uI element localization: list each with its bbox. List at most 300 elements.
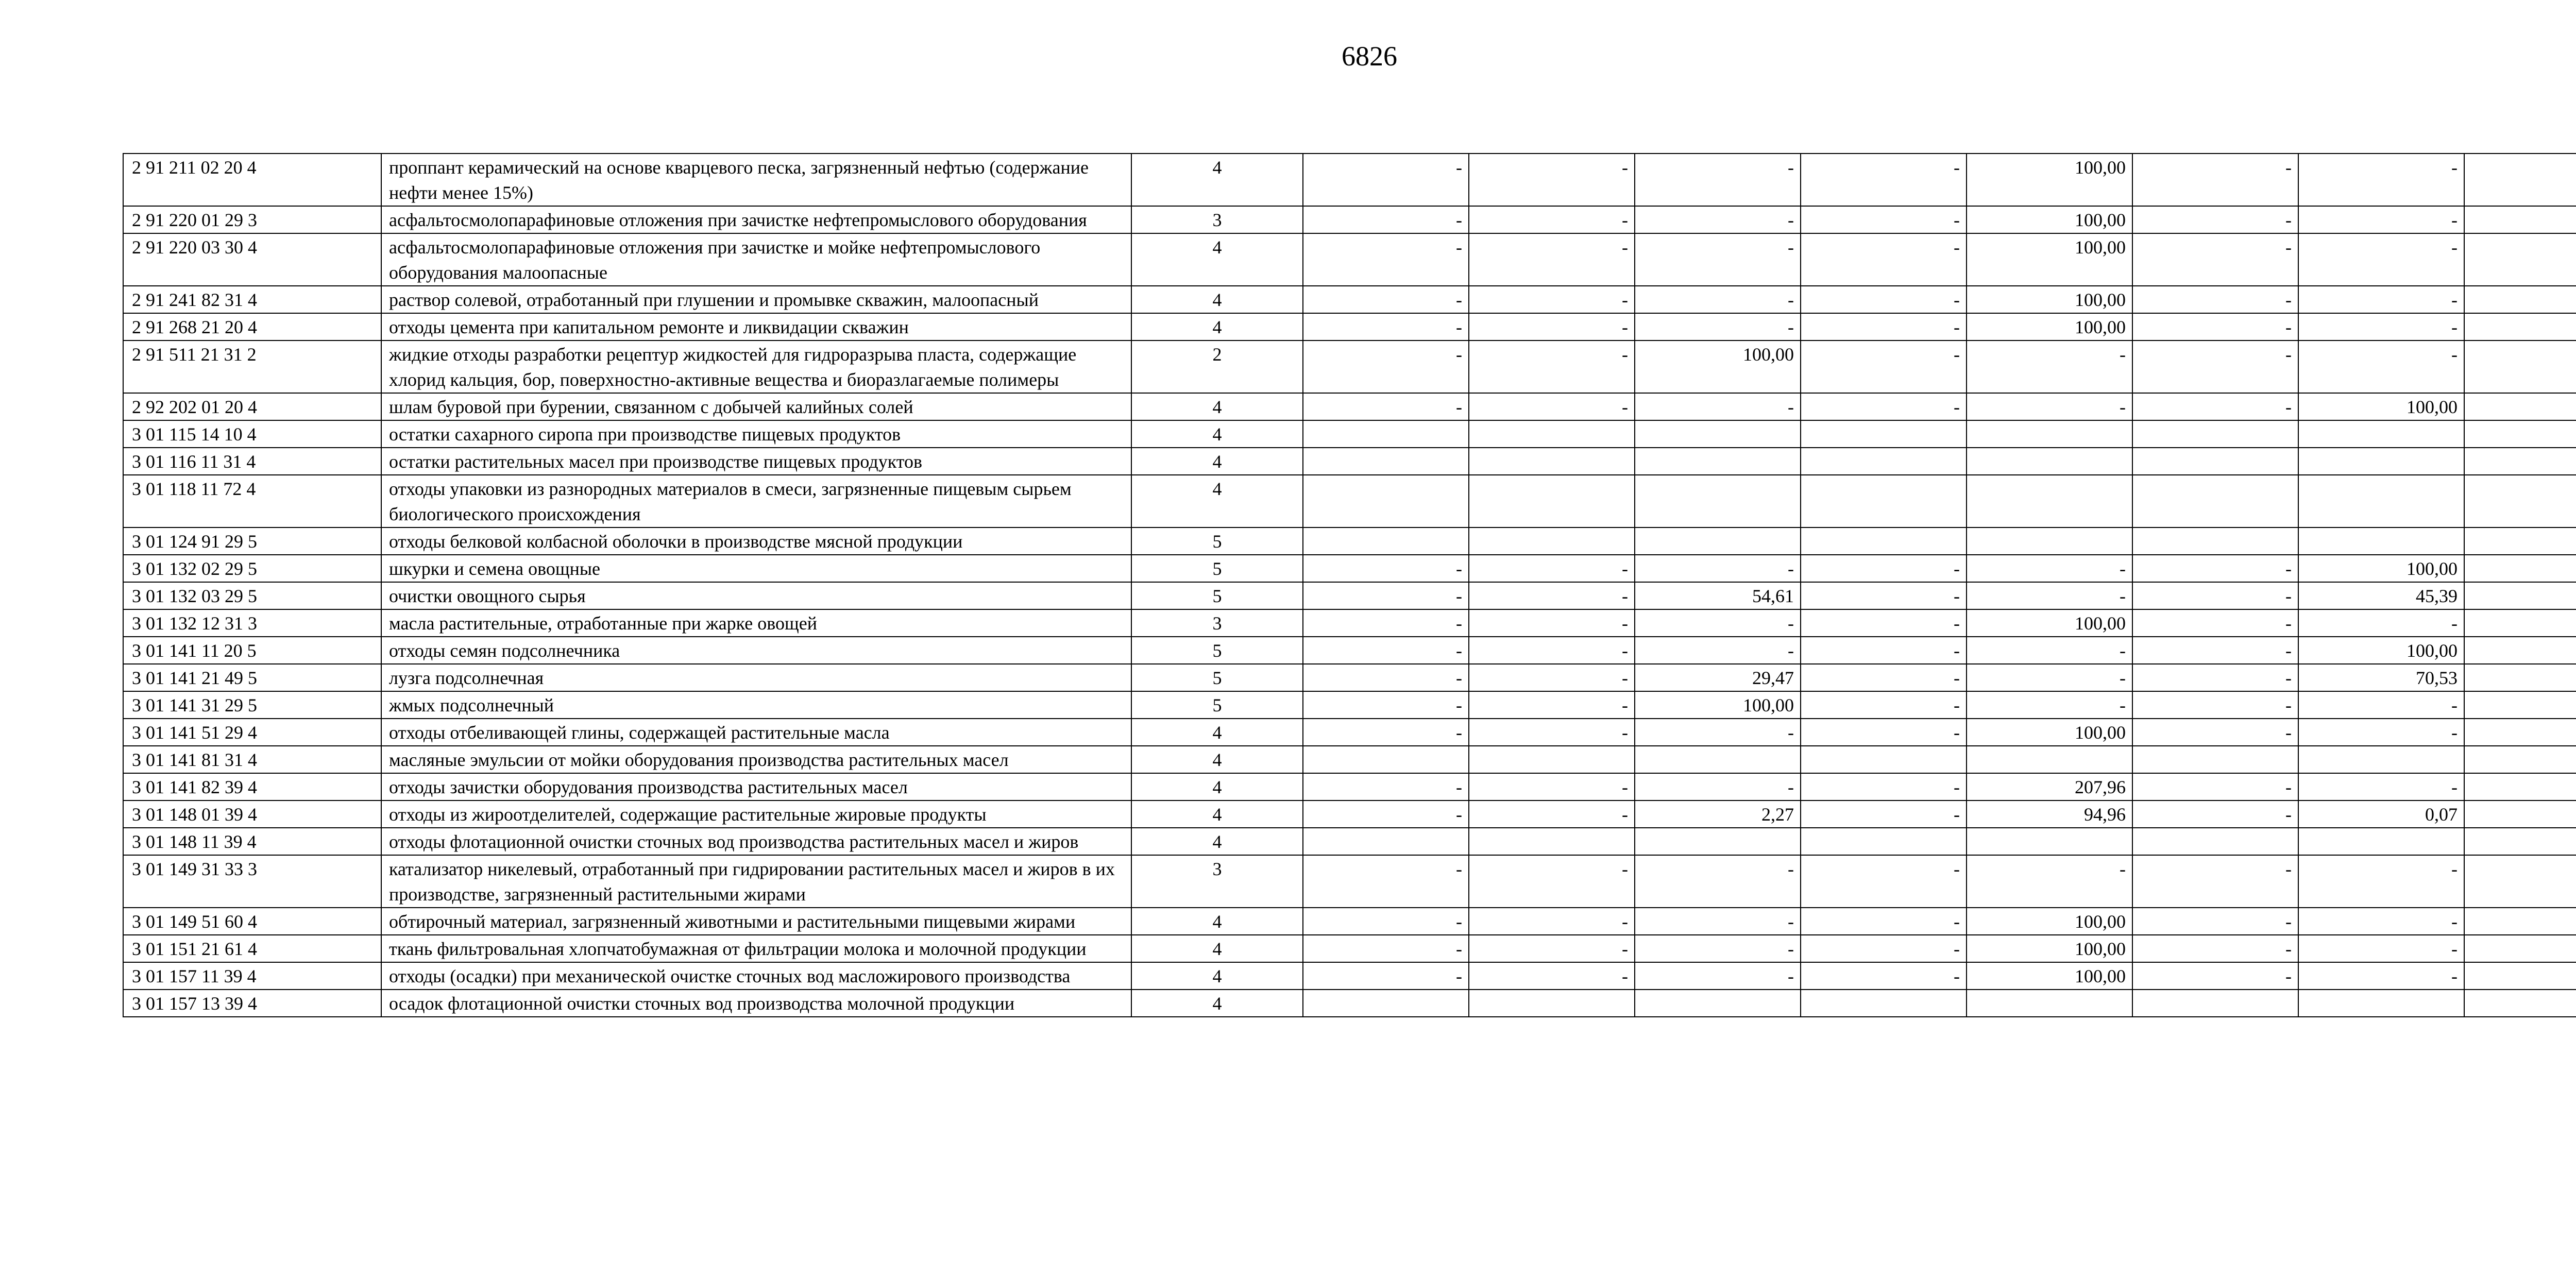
value-cell-1: -	[1303, 773, 1469, 800]
hazard-class-cell: 4	[1131, 313, 1303, 340]
hazard-class-cell: 5	[1131, 691, 1303, 719]
value-cell-6	[2132, 420, 2298, 448]
value-cell-1: -	[1303, 582, 1469, 609]
value-cell-4	[1801, 448, 1967, 475]
waste-description-cell: шлам буровой при бурении, связанном с добычей калийных солей	[381, 393, 1131, 420]
hazard-class-cell: 4	[1131, 935, 1303, 962]
value-cell-2: -	[1469, 313, 1635, 340]
table-row	[123, 691, 2576, 719]
value-cell-5: 100,00	[1967, 154, 2132, 206]
value-cell-7: -	[2298, 935, 2464, 962]
hazard-class-cell: 4	[1131, 420, 1303, 448]
value-cell-2: -	[1469, 154, 1635, 206]
value-cell-2: -	[1469, 206, 1635, 233]
waste-code-cell: 3 01 116 11 31 4	[123, 448, 381, 475]
value-cell-8	[2464, 855, 2576, 908]
waste-description-cell: отходы цемента при капитальном ремонте и ликвидации скважин	[381, 313, 1131, 340]
value-cell-2: -	[1469, 855, 1635, 908]
value-cell-5: 100,00	[1967, 719, 2132, 746]
value-cell-1: -	[1303, 340, 1469, 393]
value-cell-5: -	[1967, 691, 2132, 719]
value-cell-3	[1635, 420, 1801, 448]
value-cell-5	[1967, 527, 2132, 555]
value-cell-5	[1967, 746, 2132, 773]
value-cell-6	[2132, 990, 2298, 1017]
value-cell-1	[1303, 746, 1469, 773]
value-cell-3: -	[1635, 935, 1801, 962]
value-cell-8	[2464, 908, 2576, 935]
hazard-class-cell: 4	[1131, 448, 1303, 475]
hazard-class-cell: 3	[1131, 609, 1303, 637]
waste-code-cell: 3 01 157 13 39 4	[123, 990, 381, 1017]
waste-description-cell: жидкие отходы разработки рецептур жидкостей для гидроразрыва пласта, содержащие хлорид кальция, бор, поверхностно-активные вещества и биоразлагаемые полимеры	[381, 340, 1131, 393]
value-cell-7	[2298, 420, 2464, 448]
value-cell-3	[1635, 448, 1801, 475]
waste-description-cell: жмых подсолнечный	[381, 691, 1131, 719]
table-body	[123, 154, 2576, 1017]
value-cell-7	[2298, 990, 2464, 1017]
waste-description-cell: асфальтосмолопарафиновые отложения при зачистке и мойке нефтепромыслового оборудования малоопасные	[381, 233, 1131, 286]
value-cell-1	[1303, 420, 1469, 448]
page-number: 6826	[1342, 41, 1397, 72]
value-cell-4: -	[1801, 691, 1967, 719]
value-cell-1: -	[1303, 691, 1469, 719]
value-cell-4	[1801, 828, 1967, 855]
value-cell-7: -	[2298, 233, 2464, 286]
waste-code-cell: 3 01 132 12 31 3	[123, 609, 381, 637]
waste-description-cell: масла растительные, отработанные при жарке овощей	[381, 609, 1131, 637]
value-cell-6: -	[2132, 555, 2298, 582]
value-cell-5	[1967, 448, 2132, 475]
value-cell-3	[1635, 527, 1801, 555]
hazard-class-cell: 4	[1131, 773, 1303, 800]
table-row	[123, 340, 2576, 393]
value-cell-4: -	[1801, 340, 1967, 393]
waste-description-cell: отходы (осадки) при механической очистке сточных вод масложирового производства	[381, 962, 1131, 990]
waste-description-cell: очистки овощного сырья	[381, 582, 1131, 609]
waste-description-cell: отходы семян подсолнечника	[381, 637, 1131, 664]
waste-description-cell: шкурки и семена овощные	[381, 555, 1131, 582]
value-cell-7: -	[2298, 773, 2464, 800]
value-cell-1: -	[1303, 393, 1469, 420]
waste-code-cell: 2 91 211 02 20 4	[123, 154, 381, 206]
value-cell-1	[1303, 527, 1469, 555]
value-cell-5: -	[1967, 340, 2132, 393]
value-cell-3: -	[1635, 233, 1801, 286]
value-cell-4: -	[1801, 637, 1967, 664]
value-cell-6	[2132, 448, 2298, 475]
value-cell-7	[2298, 448, 2464, 475]
value-cell-2: -	[1469, 962, 1635, 990]
value-cell-1: -	[1303, 855, 1469, 908]
value-cell-3: -	[1635, 555, 1801, 582]
value-cell-1	[1303, 475, 1469, 527]
waste-description-cell: остатки растительных масел при производстве пищевых продуктов	[381, 448, 1131, 475]
value-cell-6: -	[2132, 691, 2298, 719]
value-cell-3: -	[1635, 908, 1801, 935]
hazard-class-cell: 3	[1131, 206, 1303, 233]
waste-code-cell: 2 91 220 03 30 4	[123, 233, 381, 286]
value-cell-8	[2464, 935, 2576, 962]
value-cell-4: -	[1801, 935, 1967, 962]
table-row	[123, 828, 2576, 855]
waste-code-cell: 3 01 132 03 29 5	[123, 582, 381, 609]
value-cell-7	[2298, 527, 2464, 555]
waste-table	[123, 153, 2576, 1017]
value-cell-7: -	[2298, 691, 2464, 719]
value-cell-6: -	[2132, 664, 2298, 691]
waste-description-cell: раствор солевой, отработанный при глушении и промывке скважин, малоопасный	[381, 286, 1131, 313]
value-cell-2: -	[1469, 773, 1635, 800]
value-cell-5: -	[1967, 664, 2132, 691]
value-cell-2: -	[1469, 637, 1635, 664]
value-cell-4: -	[1801, 719, 1967, 746]
value-cell-7: 45,39	[2298, 582, 2464, 609]
value-cell-6	[2132, 475, 2298, 527]
value-cell-6: -	[2132, 313, 2298, 340]
value-cell-8	[2464, 719, 2576, 746]
value-cell-4: -	[1801, 582, 1967, 609]
value-cell-1: -	[1303, 908, 1469, 935]
value-cell-3: -	[1635, 393, 1801, 420]
value-cell-8	[2464, 990, 2576, 1017]
hazard-class-cell: 3	[1131, 855, 1303, 908]
value-cell-6: -	[2132, 935, 2298, 962]
value-cell-3	[1635, 828, 1801, 855]
table-row	[123, 475, 2576, 527]
value-cell-8	[2464, 691, 2576, 719]
value-cell-6: -	[2132, 609, 2298, 637]
value-cell-1: -	[1303, 286, 1469, 313]
value-cell-7: 100,00	[2298, 637, 2464, 664]
hazard-class-cell: 4	[1131, 746, 1303, 773]
value-cell-6: -	[2132, 855, 2298, 908]
value-cell-1: -	[1303, 206, 1469, 233]
value-cell-2: -	[1469, 691, 1635, 719]
value-cell-3: -	[1635, 962, 1801, 990]
value-cell-2: -	[1469, 719, 1635, 746]
value-cell-7: -	[2298, 962, 2464, 990]
hazard-class-cell: 4	[1131, 908, 1303, 935]
value-cell-1: -	[1303, 935, 1469, 962]
value-cell-6	[2132, 746, 2298, 773]
value-cell-8	[2464, 555, 2576, 582]
waste-description-cell: лузга подсолнечная	[381, 664, 1131, 691]
value-cell-5: 100,00	[1967, 206, 2132, 233]
value-cell-1	[1303, 448, 1469, 475]
value-cell-4: -	[1801, 609, 1967, 637]
table-row	[123, 773, 2576, 800]
value-cell-5: 94,96	[1967, 800, 2132, 828]
hazard-class-cell: 4	[1131, 800, 1303, 828]
value-cell-2	[1469, 475, 1635, 527]
value-cell-7: -	[2298, 313, 2464, 340]
waste-code-cell: 3 01 148 01 39 4	[123, 800, 381, 828]
hazard-class-cell: 4	[1131, 475, 1303, 527]
value-cell-2: -	[1469, 555, 1635, 582]
waste-code-cell: 3 01 141 51 29 4	[123, 719, 381, 746]
value-cell-2	[1469, 828, 1635, 855]
value-cell-5: 100,00	[1967, 935, 2132, 962]
hazard-class-cell: 5	[1131, 664, 1303, 691]
value-cell-4: -	[1801, 233, 1967, 286]
value-cell-4: -	[1801, 555, 1967, 582]
hazard-class-cell: 4	[1131, 962, 1303, 990]
value-cell-7: -	[2298, 719, 2464, 746]
value-cell-3: 100,00	[1635, 340, 1801, 393]
value-cell-4: -	[1801, 313, 1967, 340]
value-cell-6: -	[2132, 340, 2298, 393]
value-cell-6: -	[2132, 286, 2298, 313]
value-cell-8	[2464, 609, 2576, 637]
table-row	[123, 286, 2576, 313]
value-cell-4	[1801, 527, 1967, 555]
value-cell-8	[2464, 340, 2576, 393]
table-row	[123, 313, 2576, 340]
value-cell-8	[2464, 393, 2576, 420]
value-cell-8	[2464, 800, 2576, 828]
value-cell-2	[1469, 448, 1635, 475]
value-cell-8	[2464, 637, 2576, 664]
value-cell-5: -	[1967, 393, 2132, 420]
table-row	[123, 206, 2576, 233]
value-cell-3: -	[1635, 286, 1801, 313]
waste-description-cell: отходы из жироотделителей, содержащие растительные жировые продукты	[381, 800, 1131, 828]
value-cell-8	[2464, 475, 2576, 527]
hazard-class-cell: 4	[1131, 393, 1303, 420]
value-cell-6: -	[2132, 637, 2298, 664]
hazard-class-cell: 4	[1131, 719, 1303, 746]
value-cell-8	[2464, 527, 2576, 555]
table-row	[123, 664, 2576, 691]
value-cell-3: 29,47	[1635, 664, 1801, 691]
waste-code-cell: 3 01 141 21 49 5	[123, 664, 381, 691]
hazard-class-cell: 2	[1131, 340, 1303, 393]
value-cell-5: 100,00	[1967, 908, 2132, 935]
value-cell-7: 100,00	[2298, 393, 2464, 420]
waste-code-cell: 3 01 141 82 39 4	[123, 773, 381, 800]
value-cell-1: -	[1303, 233, 1469, 286]
value-cell-6	[2132, 828, 2298, 855]
value-cell-6: -	[2132, 206, 2298, 233]
value-cell-2: -	[1469, 582, 1635, 609]
value-cell-7: 100,00	[2298, 555, 2464, 582]
value-cell-2: -	[1469, 664, 1635, 691]
waste-description-cell: катализатор никелевый, отработанный при гидрировании растительных масел и жиров в их производстве, загрязненный растительными жирами	[381, 855, 1131, 908]
waste-code-cell: 3 01 118 11 72 4	[123, 475, 381, 527]
value-cell-3: -	[1635, 855, 1801, 908]
value-cell-6: -	[2132, 773, 2298, 800]
waste-description-cell: отходы отбеливающей глины, содержащей растительные масла	[381, 719, 1131, 746]
value-cell-7	[2298, 746, 2464, 773]
value-cell-3: 54,61	[1635, 582, 1801, 609]
value-cell-7: -	[2298, 908, 2464, 935]
waste-code-cell: 3 01 141 31 29 5	[123, 691, 381, 719]
value-cell-1: -	[1303, 313, 1469, 340]
value-cell-8	[2464, 664, 2576, 691]
value-cell-3: -	[1635, 313, 1801, 340]
table-row	[123, 582, 2576, 609]
value-cell-1: -	[1303, 555, 1469, 582]
value-cell-5	[1967, 475, 2132, 527]
value-cell-3: 100,00	[1635, 691, 1801, 719]
hazard-class-cell: 4	[1131, 233, 1303, 286]
waste-code-cell: 2 92 202 01 20 4	[123, 393, 381, 420]
value-cell-4	[1801, 475, 1967, 527]
value-cell-3	[1635, 746, 1801, 773]
value-cell-8	[2464, 313, 2576, 340]
value-cell-6: -	[2132, 233, 2298, 286]
value-cell-3: -	[1635, 637, 1801, 664]
hazard-class-cell: 5	[1131, 555, 1303, 582]
waste-code-cell: 2 91 220 01 29 3	[123, 206, 381, 233]
hazard-class-cell: 4	[1131, 286, 1303, 313]
waste-code-cell: 2 91 268 21 20 4	[123, 313, 381, 340]
table-row	[123, 746, 2576, 773]
value-cell-3: -	[1635, 609, 1801, 637]
hazard-class-cell: 5	[1131, 582, 1303, 609]
value-cell-5: -	[1967, 637, 2132, 664]
value-cell-3	[1635, 990, 1801, 1017]
waste-code-cell: 3 01 141 81 31 4	[123, 746, 381, 773]
waste-code-cell: 3 01 124 91 29 5	[123, 527, 381, 555]
value-cell-5: 100,00	[1967, 962, 2132, 990]
table-row	[123, 233, 2576, 286]
value-cell-2: -	[1469, 393, 1635, 420]
value-cell-1: -	[1303, 962, 1469, 990]
value-cell-2	[1469, 420, 1635, 448]
value-cell-2: -	[1469, 935, 1635, 962]
value-cell-4	[1801, 990, 1967, 1017]
value-cell-1: -	[1303, 637, 1469, 664]
table-row	[123, 719, 2576, 746]
value-cell-4: -	[1801, 664, 1967, 691]
waste-code-cell: 3 01 132 02 29 5	[123, 555, 381, 582]
table-row	[123, 609, 2576, 637]
value-cell-8	[2464, 420, 2576, 448]
table-row	[123, 855, 2576, 908]
value-cell-8	[2464, 746, 2576, 773]
waste-code-cell: 3 01 115 14 10 4	[123, 420, 381, 448]
table-row	[123, 908, 2576, 935]
waste-description-cell: асфальтосмолопарафиновые отложения при зачистке нефтепромыслового оборудования	[381, 206, 1131, 233]
value-cell-2	[1469, 746, 1635, 773]
waste-description-cell: проппант керамический на основе кварцевого песка, загрязненный нефтью (содержание нефти менее 15%)	[381, 154, 1131, 206]
value-cell-4: -	[1801, 908, 1967, 935]
value-cell-5: 100,00	[1967, 313, 2132, 340]
waste-code-cell: 2 91 511 21 31 2	[123, 340, 381, 393]
waste-code-cell: 2 91 241 82 31 4	[123, 286, 381, 313]
value-cell-7: -	[2298, 206, 2464, 233]
value-cell-6	[2132, 527, 2298, 555]
value-cell-2	[1469, 990, 1635, 1017]
value-cell-6: -	[2132, 800, 2298, 828]
value-cell-5: 100,00	[1967, 609, 2132, 637]
value-cell-8	[2464, 448, 2576, 475]
value-cell-4: -	[1801, 800, 1967, 828]
waste-code-cell: 3 01 157 11 39 4	[123, 962, 381, 990]
value-cell-7: -	[2298, 286, 2464, 313]
waste-code-cell: 3 01 151 21 61 4	[123, 935, 381, 962]
value-cell-5	[1967, 828, 2132, 855]
value-cell-8	[2464, 962, 2576, 990]
hazard-class-cell: 4	[1131, 828, 1303, 855]
waste-code-cell: 3 01 148 11 39 4	[123, 828, 381, 855]
value-cell-6: -	[2132, 154, 2298, 206]
value-cell-3: -	[1635, 719, 1801, 746]
value-cell-7: 70,53	[2298, 664, 2464, 691]
value-cell-3: -	[1635, 773, 1801, 800]
value-cell-6: -	[2132, 908, 2298, 935]
value-cell-2: -	[1469, 800, 1635, 828]
value-cell-8	[2464, 154, 2576, 206]
waste-description-cell: отходы флотационной очистки сточных вод производства растительных масел и жиров	[381, 828, 1131, 855]
waste-code-cell: 3 01 141 11 20 5	[123, 637, 381, 664]
value-cell-3: 2,27	[1635, 800, 1801, 828]
value-cell-3	[1635, 475, 1801, 527]
value-cell-6: -	[2132, 962, 2298, 990]
value-cell-4	[1801, 420, 1967, 448]
value-cell-6: -	[2132, 582, 2298, 609]
value-cell-1: -	[1303, 664, 1469, 691]
value-cell-4: -	[1801, 855, 1967, 908]
value-cell-7: -	[2298, 340, 2464, 393]
waste-description-cell: остатки сахарного сиропа при производстве пищевых продуктов	[381, 420, 1131, 448]
value-cell-1: -	[1303, 609, 1469, 637]
waste-code-cell: 3 01 149 31 33 3	[123, 855, 381, 908]
value-cell-2	[1469, 527, 1635, 555]
value-cell-8	[2464, 828, 2576, 855]
value-cell-8	[2464, 286, 2576, 313]
table-row	[123, 935, 2576, 962]
table-row	[123, 800, 2576, 828]
value-cell-1: -	[1303, 800, 1469, 828]
value-cell-5: -	[1967, 582, 2132, 609]
value-cell-5: 207,96	[1967, 773, 2132, 800]
value-cell-5	[1967, 990, 2132, 1017]
value-cell-5: 100,00	[1967, 286, 2132, 313]
waste-code-cell: 3 01 149 51 60 4	[123, 908, 381, 935]
table-row	[123, 990, 2576, 1017]
value-cell-7: -	[2298, 855, 2464, 908]
value-cell-4: -	[1801, 393, 1967, 420]
value-cell-4	[1801, 746, 1967, 773]
table-row	[123, 393, 2576, 420]
value-cell-5: 100,00	[1967, 233, 2132, 286]
table-row	[123, 420, 2576, 448]
value-cell-7: -	[2298, 154, 2464, 206]
value-cell-8	[2464, 206, 2576, 233]
value-cell-4: -	[1801, 773, 1967, 800]
waste-description-cell: обтирочный материал, загрязненный животными и растительными пищевыми жирами	[381, 908, 1131, 935]
value-cell-2: -	[1469, 908, 1635, 935]
value-cell-8	[2464, 582, 2576, 609]
table-row	[123, 154, 2576, 206]
value-cell-2: -	[1469, 286, 1635, 313]
value-cell-4: -	[1801, 154, 1967, 206]
table-row	[123, 637, 2576, 664]
value-cell-7: -	[2298, 609, 2464, 637]
value-cell-8	[2464, 233, 2576, 286]
table-row	[123, 527, 2576, 555]
table-row	[123, 962, 2576, 990]
value-cell-5: -	[1967, 855, 2132, 908]
value-cell-5	[1967, 420, 2132, 448]
value-cell-7: 0,07	[2298, 800, 2464, 828]
waste-description-cell: отходы зачистки оборудования производства растительных масел	[381, 773, 1131, 800]
waste-description-cell: отходы белковой колбасной оболочки в производстве мясной продукции	[381, 527, 1131, 555]
value-cell-4: -	[1801, 206, 1967, 233]
